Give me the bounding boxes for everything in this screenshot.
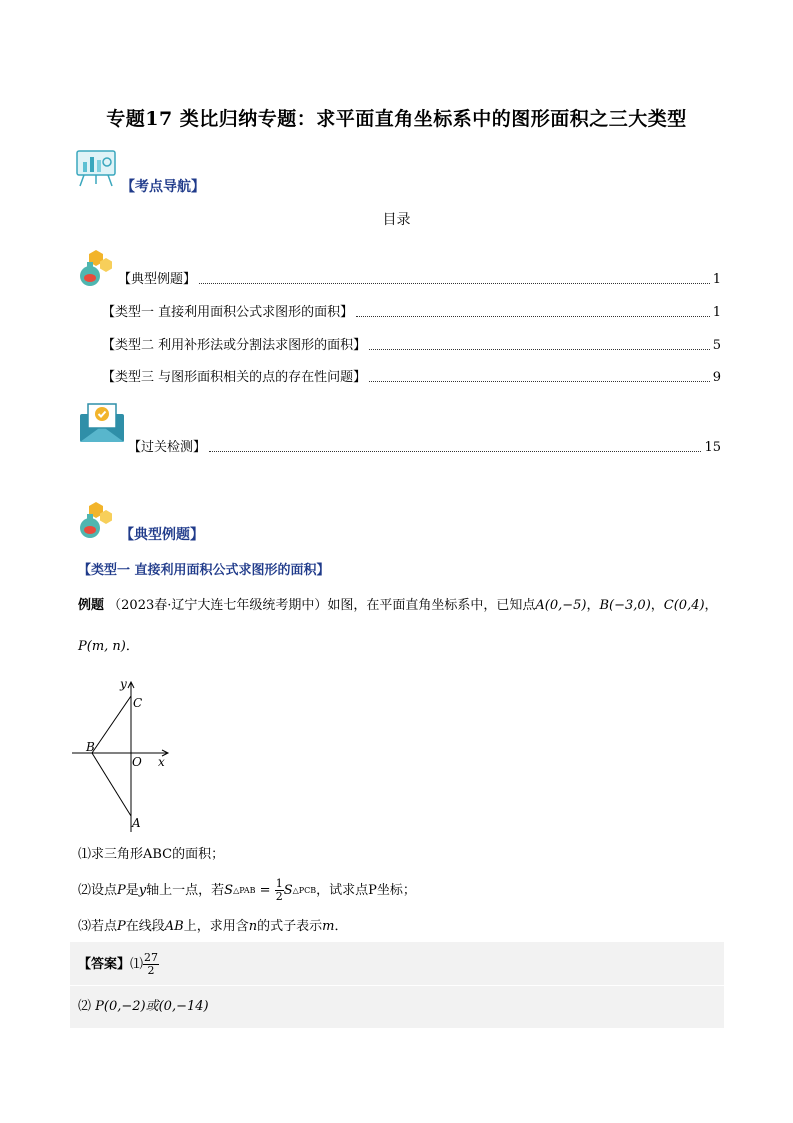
answer-divider	[70, 985, 724, 986]
toc-entry-label: 【类型一 直接利用面积公式求图形的面积】	[102, 305, 354, 320]
question-3: ⑶若点P在线段AB上，求用含n的式子表示m．	[78, 919, 348, 934]
point-b: B(−3,0)	[599, 598, 651, 613]
toc-entry-type3[interactable]	[102, 370, 721, 386]
example-statement: 例题 （2023春·辽宁大连七年级统考期中）如图，在平面直角坐标系中，已知点A(0,−5)，B(−3,0)，C(0,4)，	[78, 598, 718, 613]
toc-entry-type2[interactable]	[102, 338, 721, 354]
point-a: A(0,−5)	[535, 598, 587, 613]
toc-entry-page: 15	[704, 440, 721, 455]
toc-heading: 目录	[382, 212, 411, 228]
flask-honeycomb-icon	[76, 248, 116, 288]
toc-entry-page: 9	[712, 370, 721, 385]
type1-heading: 【类型一 直接利用面积公式求图形的面积】	[78, 563, 330, 578]
answer-fraction: $\frac{27}{2}$	[144, 951, 159, 977]
toc-entry-page: 1	[712, 305, 721, 320]
label-b: B	[86, 740, 95, 754]
answer-label: 【答案】	[78, 956, 131, 972]
area-symbol: S	[224, 882, 234, 898]
example-statement-line2: P(m, n)．	[78, 639, 139, 654]
toc-entry-label: 【类型三 与图形面积相关的点的存在性问题】	[102, 370, 367, 385]
toc-leader-dots	[356, 315, 710, 317]
toc-leader-dots	[199, 282, 710, 284]
toc-leader-dots	[209, 450, 701, 452]
segment-bc	[92, 696, 131, 753]
label-c: C	[133, 696, 143, 710]
section-heading: 【典型例题】	[120, 527, 204, 543]
toc-entry-label: 【典型例题】	[118, 272, 197, 287]
question-2: ⑵设点 P 是 y 轴上一点，若 S △PAB = $\frac{1}{2}$ S △PCB ，试求点P坐标；	[78, 877, 416, 903]
coordinate-figure	[70, 676, 180, 836]
point-p: P(m, n)	[78, 639, 126, 654]
toc-leader-dots	[369, 380, 710, 382]
toc-entry-check[interactable]	[128, 440, 721, 456]
example-lead: 例题	[78, 598, 105, 613]
toc-entry-type1[interactable]	[102, 305, 721, 321]
answer-1: 【答案】 ⑴ $\frac{27}{2}$	[78, 951, 159, 977]
nav-label: 【考点导航】	[121, 179, 205, 195]
flask-honeycomb-icon	[76, 500, 116, 540]
toc-entry-label: 【过关检测】	[128, 440, 207, 455]
area-symbol: S	[283, 882, 293, 898]
segment-ba	[92, 753, 131, 816]
label-y: y	[120, 677, 127, 691]
presentation-board-icon	[74, 148, 118, 188]
answer-2: ⑵ P(0,−2)或(0,−14)	[78, 999, 209, 1014]
label-x: x	[158, 755, 165, 769]
example-source: （2023春·辽宁大连七年级统考期中）如图，在平面直角坐标系中，已知点	[108, 598, 536, 613]
toc-entry-typical[interactable]	[118, 272, 721, 288]
toc-entry-page: 5	[712, 338, 721, 353]
fraction-half: $\frac{1}{2}$	[275, 877, 283, 903]
document-title: 专题17 类比归纳专题：求平面直角坐标系中的图形面积之三大类型	[106, 108, 687, 130]
point-c: C(0,4)	[663, 598, 705, 613]
toc-leader-dots	[369, 348, 710, 350]
toc-entry-label: 【类型二 利用补形法或分割法求图形的面积】	[102, 338, 367, 353]
question-1: ⑴求三角形ABC的面积；	[78, 847, 225, 862]
toc-entry-page: 1	[712, 272, 721, 287]
checked-envelope-icon	[78, 402, 126, 444]
label-a: A	[132, 816, 141, 830]
label-o: O	[132, 755, 142, 769]
